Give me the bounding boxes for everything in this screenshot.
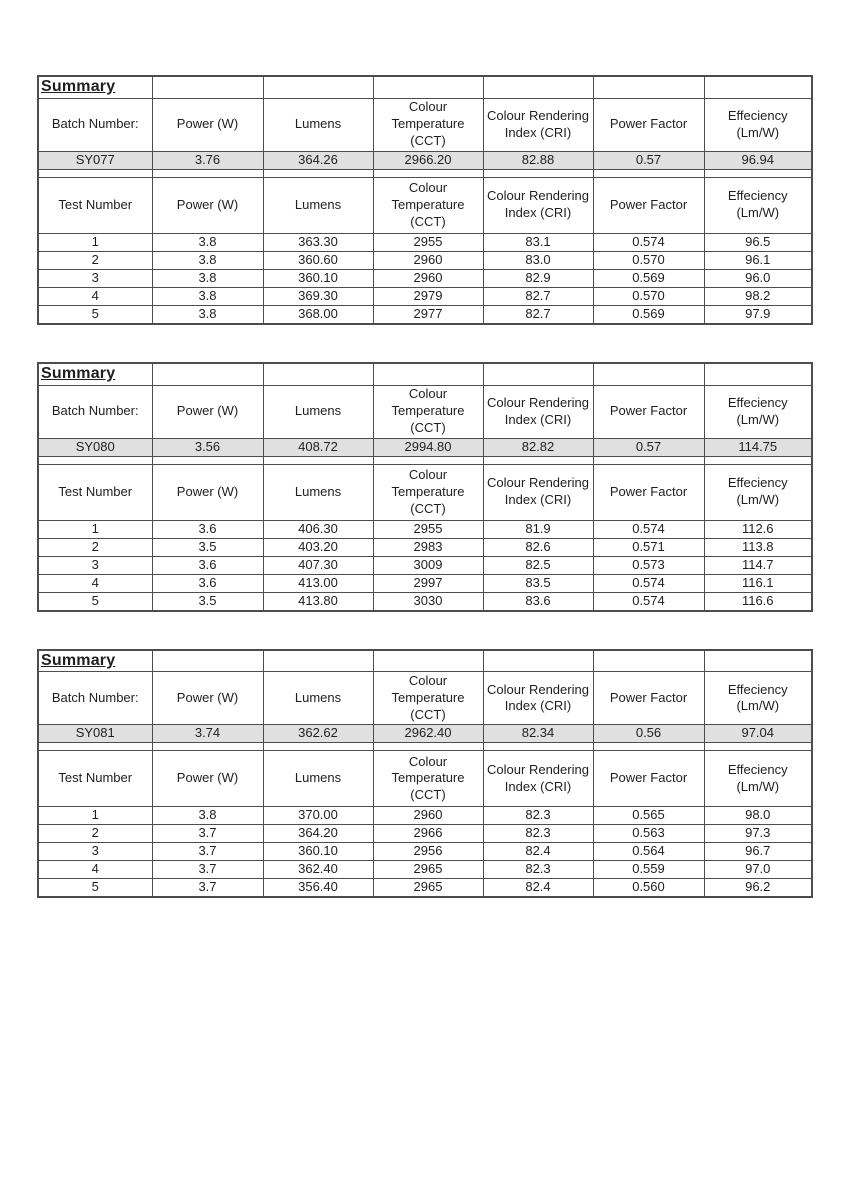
test-value-cell: 2956 bbox=[373, 843, 483, 861]
test-header-cell: Colour Rendering Index (CRI) bbox=[483, 177, 593, 233]
test-value-cell: 3.8 bbox=[152, 287, 263, 305]
test-value-cell: 368.00 bbox=[263, 305, 373, 324]
test-value-cell: 362.40 bbox=[263, 861, 373, 879]
batch-header-cell: Colour Temperature (CCT) bbox=[373, 385, 483, 438]
test-number-cell: 5 bbox=[38, 592, 152, 611]
test-number-cell: 4 bbox=[38, 287, 152, 305]
summary-empty-cell bbox=[373, 363, 483, 385]
test-value-cell: 3.7 bbox=[152, 843, 263, 861]
batch-header-row bbox=[38, 385, 812, 438]
test-value-cell: 3.7 bbox=[152, 825, 263, 843]
test-value-cell: 0.569 bbox=[593, 269, 704, 287]
batch-header-cell: Power Factor bbox=[593, 672, 704, 725]
batch-header-row bbox=[38, 98, 812, 151]
test-value-cell: 98.2 bbox=[704, 287, 812, 305]
test-data-row bbox=[38, 287, 812, 305]
spacer-cell bbox=[38, 743, 152, 751]
batch-value-cell: 364.26 bbox=[263, 151, 373, 169]
test-header-cell: Lumens bbox=[263, 464, 373, 520]
test-value-cell: 0.563 bbox=[593, 825, 704, 843]
test-value-cell: 82.3 bbox=[483, 825, 593, 843]
summary-empty-cell bbox=[483, 363, 593, 385]
test-value-cell: 116.1 bbox=[704, 574, 812, 592]
batch-value-cell: 3.56 bbox=[152, 438, 263, 456]
test-header-cell: Power (W) bbox=[152, 177, 263, 233]
test-value-cell: 2965 bbox=[373, 879, 483, 898]
test-value-cell: 97.0 bbox=[704, 861, 812, 879]
batch-header-cell: Power Factor bbox=[593, 385, 704, 438]
test-value-cell: 0.559 bbox=[593, 861, 704, 879]
summary-title: Summary bbox=[38, 363, 152, 385]
batch-value-cell: 82.88 bbox=[483, 151, 593, 169]
test-value-cell: 413.00 bbox=[263, 574, 373, 592]
batch-header-cell: Colour Rendering Index (CRI) bbox=[483, 672, 593, 725]
test-number-cell: 2 bbox=[38, 251, 152, 269]
test-value-cell: 81.9 bbox=[483, 520, 593, 538]
test-data-row bbox=[38, 305, 812, 324]
batch-data-row bbox=[38, 151, 812, 169]
summary-title: Summary bbox=[38, 76, 152, 98]
summary-empty-cell bbox=[483, 650, 593, 672]
test-value-cell: 82.9 bbox=[483, 269, 593, 287]
batch-header-cell: Batch Number: bbox=[38, 672, 152, 725]
test-value-cell: 360.10 bbox=[263, 269, 373, 287]
summary-row bbox=[38, 76, 812, 98]
summary-empty-cell bbox=[593, 363, 704, 385]
batch-value-cell: 408.72 bbox=[263, 438, 373, 456]
batch-header-cell: Batch Number: bbox=[38, 385, 152, 438]
spacer-cell bbox=[38, 169, 152, 177]
test-value-cell: 2960 bbox=[373, 251, 483, 269]
test-header-cell: Colour Temperature (CCT) bbox=[373, 464, 483, 520]
summary-empty-cell bbox=[704, 363, 812, 385]
batch-header-cell: Colour Rendering Index (CRI) bbox=[483, 98, 593, 151]
batch-value-cell: 2994.80 bbox=[373, 438, 483, 456]
test-data-row bbox=[38, 592, 812, 611]
summary-empty-cell bbox=[483, 76, 593, 98]
test-header-cell: Test Number bbox=[38, 177, 152, 233]
test-header-cell: Colour Rendering Index (CRI) bbox=[483, 751, 593, 807]
test-value-cell: 96.5 bbox=[704, 233, 812, 251]
batch-number-cell: SY080 bbox=[38, 438, 152, 456]
test-value-cell: 0.571 bbox=[593, 538, 704, 556]
test-value-cell: 116.6 bbox=[704, 592, 812, 611]
spacer-cell bbox=[593, 456, 704, 464]
spacer-cell bbox=[483, 169, 593, 177]
test-value-cell: 82.6 bbox=[483, 538, 593, 556]
test-number-cell: 2 bbox=[38, 825, 152, 843]
spacer-cell bbox=[593, 743, 704, 751]
test-header-cell: Power Factor bbox=[593, 751, 704, 807]
spacer-cell bbox=[373, 456, 483, 464]
test-data-row bbox=[38, 269, 812, 287]
spacer-cell bbox=[152, 456, 263, 464]
spacer-cell bbox=[263, 456, 373, 464]
test-value-cell: 83.6 bbox=[483, 592, 593, 611]
test-number-cell: 1 bbox=[38, 520, 152, 538]
test-number-cell: 4 bbox=[38, 861, 152, 879]
batch-header-cell: Effeciency (Lm/W) bbox=[704, 98, 812, 151]
test-value-cell: 364.20 bbox=[263, 825, 373, 843]
batch-header-cell: Power Factor bbox=[593, 98, 704, 151]
batch-value-cell: 362.62 bbox=[263, 725, 373, 743]
test-data-row bbox=[38, 233, 812, 251]
batch-header-cell: Colour Temperature (CCT) bbox=[373, 98, 483, 151]
summary-table-3 bbox=[37, 649, 813, 899]
test-header-cell: Lumens bbox=[263, 751, 373, 807]
summary-empty-cell bbox=[152, 363, 263, 385]
batch-header-cell: Colour Rendering Index (CRI) bbox=[483, 385, 593, 438]
test-value-cell: 97.9 bbox=[704, 305, 812, 324]
test-value-cell: 3.6 bbox=[152, 520, 263, 538]
test-value-cell: 82.7 bbox=[483, 305, 593, 324]
spacer-cell bbox=[704, 169, 812, 177]
test-header-cell: Effeciency (Lm/W) bbox=[704, 464, 812, 520]
test-value-cell: 0.570 bbox=[593, 251, 704, 269]
spacer-cell bbox=[483, 743, 593, 751]
test-value-cell: 0.564 bbox=[593, 843, 704, 861]
test-value-cell: 0.574 bbox=[593, 520, 704, 538]
batch-value-cell: 0.57 bbox=[593, 151, 704, 169]
batch-value-cell: 96.94 bbox=[704, 151, 812, 169]
summary-row bbox=[38, 650, 812, 672]
test-value-cell: 83.1 bbox=[483, 233, 593, 251]
test-value-cell: 96.1 bbox=[704, 251, 812, 269]
spacer-cell bbox=[152, 169, 263, 177]
batch-value-cell: 2962.40 bbox=[373, 725, 483, 743]
test-value-cell: 2966 bbox=[373, 825, 483, 843]
test-value-cell: 3.8 bbox=[152, 305, 263, 324]
spacer-cell bbox=[263, 169, 373, 177]
test-value-cell: 2960 bbox=[373, 269, 483, 287]
batch-header-cell: Lumens bbox=[263, 385, 373, 438]
test-number-cell: 4 bbox=[38, 574, 152, 592]
batch-header-cell: Effeciency (Lm/W) bbox=[704, 672, 812, 725]
test-header-cell: Power Factor bbox=[593, 464, 704, 520]
test-value-cell: 3030 bbox=[373, 592, 483, 611]
batch-header-cell: Lumens bbox=[263, 672, 373, 725]
test-value-cell: 113.8 bbox=[704, 538, 812, 556]
test-number-cell: 1 bbox=[38, 807, 152, 825]
test-value-cell: 96.0 bbox=[704, 269, 812, 287]
test-value-cell: 3.8 bbox=[152, 807, 263, 825]
test-header-cell: Power (W) bbox=[152, 751, 263, 807]
batch-header-cell: Power (W) bbox=[152, 98, 263, 151]
batch-value-cell: 82.34 bbox=[483, 725, 593, 743]
test-header-cell: Effeciency (Lm/W) bbox=[704, 177, 812, 233]
summary-empty-cell bbox=[593, 650, 704, 672]
summary-empty-cell bbox=[263, 363, 373, 385]
batch-value-cell: 3.76 bbox=[152, 151, 263, 169]
summary-table-2 bbox=[37, 362, 813, 612]
test-value-cell: 413.80 bbox=[263, 592, 373, 611]
summary-empty-cell bbox=[373, 76, 483, 98]
test-value-cell: 82.3 bbox=[483, 861, 593, 879]
summary-empty-cell bbox=[152, 650, 263, 672]
spacer-cell bbox=[263, 743, 373, 751]
test-value-cell: 97.3 bbox=[704, 825, 812, 843]
test-value-cell: 360.10 bbox=[263, 843, 373, 861]
test-value-cell: 356.40 bbox=[263, 879, 373, 898]
test-number-cell: 1 bbox=[38, 233, 152, 251]
test-value-cell: 82.7 bbox=[483, 287, 593, 305]
test-value-cell: 0.560 bbox=[593, 879, 704, 898]
test-header-row bbox=[38, 751, 812, 807]
batch-header-cell: Colour Temperature (CCT) bbox=[373, 672, 483, 725]
summary-empty-cell bbox=[704, 76, 812, 98]
test-value-cell: 3.5 bbox=[152, 538, 263, 556]
test-data-row bbox=[38, 825, 812, 843]
test-data-row bbox=[38, 807, 812, 825]
test-value-cell: 3.8 bbox=[152, 233, 263, 251]
spacer-cell bbox=[373, 743, 483, 751]
test-header-cell: Effeciency (Lm/W) bbox=[704, 751, 812, 807]
test-value-cell: 0.570 bbox=[593, 287, 704, 305]
batch-header-cell: Batch Number: bbox=[38, 98, 152, 151]
test-header-cell: Colour Temperature (CCT) bbox=[373, 751, 483, 807]
test-data-row bbox=[38, 556, 812, 574]
test-header-cell: Power Factor bbox=[593, 177, 704, 233]
test-header-cell: Lumens bbox=[263, 177, 373, 233]
test-number-cell: 5 bbox=[38, 879, 152, 898]
batch-header-cell: Lumens bbox=[263, 98, 373, 151]
test-data-row bbox=[38, 520, 812, 538]
spacer-row bbox=[38, 743, 812, 751]
test-data-row bbox=[38, 251, 812, 269]
spacer-cell bbox=[152, 743, 263, 751]
test-value-cell: 2965 bbox=[373, 861, 483, 879]
test-number-cell: 3 bbox=[38, 556, 152, 574]
spacer-cell bbox=[593, 169, 704, 177]
test-header-cell: Test Number bbox=[38, 464, 152, 520]
test-value-cell: 3.6 bbox=[152, 574, 263, 592]
test-value-cell: 83.5 bbox=[483, 574, 593, 592]
test-value-cell: 3.6 bbox=[152, 556, 263, 574]
spacer-cell bbox=[483, 456, 593, 464]
test-number-cell: 3 bbox=[38, 269, 152, 287]
test-value-cell: 2983 bbox=[373, 538, 483, 556]
batch-value-cell: 114.75 bbox=[704, 438, 812, 456]
test-header-cell: Power (W) bbox=[152, 464, 263, 520]
batch-data-row bbox=[38, 725, 812, 743]
test-value-cell: 3.8 bbox=[152, 251, 263, 269]
test-header-cell: Test Number bbox=[38, 751, 152, 807]
spacer-cell bbox=[38, 456, 152, 464]
batch-header-cell: Power (W) bbox=[152, 385, 263, 438]
test-value-cell: 0.569 bbox=[593, 305, 704, 324]
test-value-cell: 2977 bbox=[373, 305, 483, 324]
batch-number-cell: SY081 bbox=[38, 725, 152, 743]
test-value-cell: 0.574 bbox=[593, 574, 704, 592]
test-value-cell: 82.3 bbox=[483, 807, 593, 825]
batch-value-cell: 97.04 bbox=[704, 725, 812, 743]
test-value-cell: 3009 bbox=[373, 556, 483, 574]
test-value-cell: 96.2 bbox=[704, 879, 812, 898]
test-data-row bbox=[38, 574, 812, 592]
test-header-cell: Colour Temperature (CCT) bbox=[373, 177, 483, 233]
summary-empty-cell bbox=[263, 76, 373, 98]
test-value-cell: 0.574 bbox=[593, 592, 704, 611]
test-data-row bbox=[38, 861, 812, 879]
test-number-cell: 5 bbox=[38, 305, 152, 324]
test-value-cell: 82.5 bbox=[483, 556, 593, 574]
test-data-row bbox=[38, 879, 812, 898]
test-value-cell: 112.6 bbox=[704, 520, 812, 538]
summary-empty-cell bbox=[704, 650, 812, 672]
test-value-cell: 0.573 bbox=[593, 556, 704, 574]
batch-value-cell: 0.57 bbox=[593, 438, 704, 456]
test-value-cell: 2955 bbox=[373, 233, 483, 251]
batch-number-cell: SY077 bbox=[38, 151, 152, 169]
test-value-cell: 369.30 bbox=[263, 287, 373, 305]
test-value-cell: 363.30 bbox=[263, 233, 373, 251]
test-data-row bbox=[38, 843, 812, 861]
test-value-cell: 407.30 bbox=[263, 556, 373, 574]
test-value-cell: 3.8 bbox=[152, 269, 263, 287]
test-value-cell: 360.60 bbox=[263, 251, 373, 269]
test-value-cell: 82.4 bbox=[483, 879, 593, 898]
batch-value-cell: 3.74 bbox=[152, 725, 263, 743]
test-value-cell: 2979 bbox=[373, 287, 483, 305]
batch-value-cell: 0.56 bbox=[593, 725, 704, 743]
spacer-cell bbox=[704, 743, 812, 751]
test-value-cell: 98.0 bbox=[704, 807, 812, 825]
batch-value-cell: 2966.20 bbox=[373, 151, 483, 169]
test-value-cell: 96.7 bbox=[704, 843, 812, 861]
test-value-cell: 403.20 bbox=[263, 538, 373, 556]
test-value-cell: 83.0 bbox=[483, 251, 593, 269]
test-header-row bbox=[38, 177, 812, 233]
batch-header-cell: Power (W) bbox=[152, 672, 263, 725]
spacer-row bbox=[38, 456, 812, 464]
test-value-cell: 3.5 bbox=[152, 592, 263, 611]
test-value-cell: 0.574 bbox=[593, 233, 704, 251]
test-value-cell: 114.7 bbox=[704, 556, 812, 574]
summary-table-1 bbox=[37, 75, 813, 325]
test-value-cell: 406.30 bbox=[263, 520, 373, 538]
batch-header-cell: Effeciency (Lm/W) bbox=[704, 385, 812, 438]
spacer-cell bbox=[704, 456, 812, 464]
spacer-row bbox=[38, 169, 812, 177]
test-value-cell: 2960 bbox=[373, 807, 483, 825]
summary-empty-cell bbox=[263, 650, 373, 672]
test-value-cell: 2997 bbox=[373, 574, 483, 592]
test-number-cell: 2 bbox=[38, 538, 152, 556]
test-value-cell: 3.7 bbox=[152, 879, 263, 898]
test-data-row bbox=[38, 538, 812, 556]
test-value-cell: 0.565 bbox=[593, 807, 704, 825]
summary-title: Summary bbox=[38, 650, 152, 672]
batch-header-row bbox=[38, 672, 812, 725]
spacer-cell bbox=[373, 169, 483, 177]
test-header-cell: Colour Rendering Index (CRI) bbox=[483, 464, 593, 520]
batch-value-cell: 82.82 bbox=[483, 438, 593, 456]
summary-empty-cell bbox=[152, 76, 263, 98]
batch-data-row bbox=[38, 438, 812, 456]
test-number-cell: 3 bbox=[38, 843, 152, 861]
summary-empty-cell bbox=[593, 76, 704, 98]
summary-row bbox=[38, 363, 812, 385]
summary-empty-cell bbox=[373, 650, 483, 672]
test-value-cell: 82.4 bbox=[483, 843, 593, 861]
test-value-cell: 2955 bbox=[373, 520, 483, 538]
test-value-cell: 370.00 bbox=[263, 807, 373, 825]
test-value-cell: 3.7 bbox=[152, 861, 263, 879]
test-header-row bbox=[38, 464, 812, 520]
